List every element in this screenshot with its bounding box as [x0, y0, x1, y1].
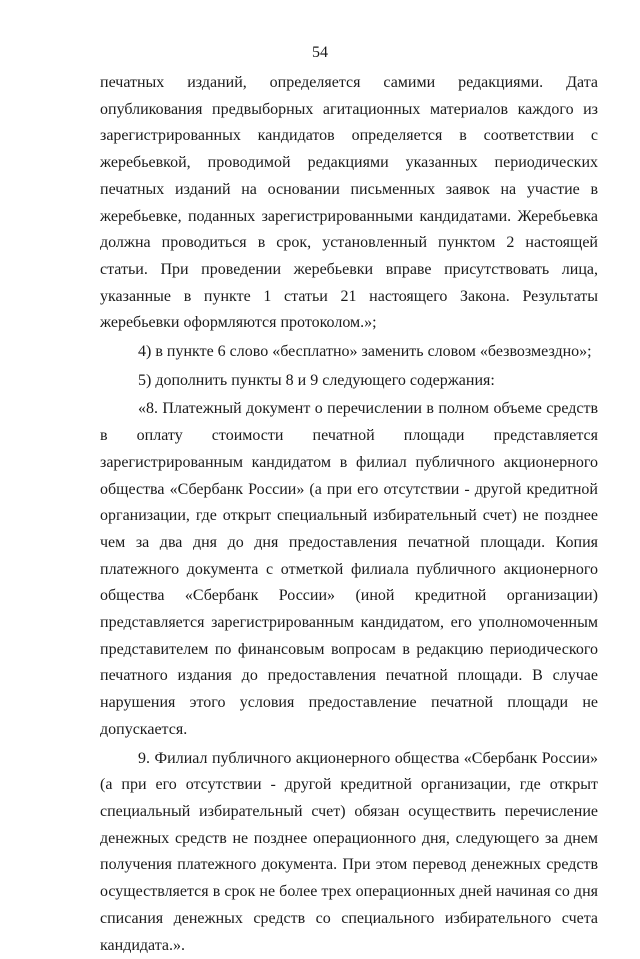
paragraph-point-9: 9. Филиал публичного акционерного общества «Сбербанк России» (а при его отсутствии - другой кредитной организации, где открыт специальный избирательный счет) обязан осуществить перечисление денежных средств не позднее операционного дня, следующего за днем получения платежного документа. При этом перевод денежных средств осуществляется в срок не более трех операционных дней начиная со дня списания денежных средств со специального избирательного счета кандидата.».: [100, 749, 598, 954]
paragraph-continuation: печатных изданий, определяется самими редакциями. Дата опубликования предвыборных агитационных материалов каждого из зарегистрированных кандидатов определяется в соответствии с жеребьевкой, проводимой редакциями указанных периодических печатных изданий на основании письменных заявок на участие в жеребьевке, поданных зарегистрированными кандидатами. Жеребьевка должна проводиться в срок, установленный пунктом 2 настоящей статьи. При проведении жеребьевки вправе присутствовать лица, указанные в пункте 1 статьи 21 настоящего Закона. Результаты жеребьевки оформляются протоколом.»;: [100, 74, 598, 332]
paragraph-amendment-5: 5) дополнить пункты 8 и 9 следующего содержания:: [138, 371, 495, 389]
page-number: 54: [312, 44, 328, 61]
paragraph-point-8: «8. Платежный документ о перечислении в полном объеме средств в оплату стоимости печатной площади представляется зарегистрированным кандидатом в филиал публичного акционерного общества «Сбербанк России» (а при его отсутствии - другой кредитной организации, где открыт специальный избирательный счет) не позднее чем за два дня до дня предоставления печатной площади. Копия платежного документа с отметкой филиала публичного акционерного общества «Сбербанк России» (иной кредитной организации) представляется зарегистрированным кандидатом, его уполномоченным представителем по финансовым вопросам в редакцию периодического печатного издания до предоставления печатной площади. В случае нарушения этого условия предоставление печатной площади не допускается.: [100, 400, 598, 738]
paragraph-amendment-4: 4) в пункте 6 слово «бесплатно» заменить словом «безвозмездно»;: [138, 343, 592, 361]
document-body: [100, 70, 598, 959]
